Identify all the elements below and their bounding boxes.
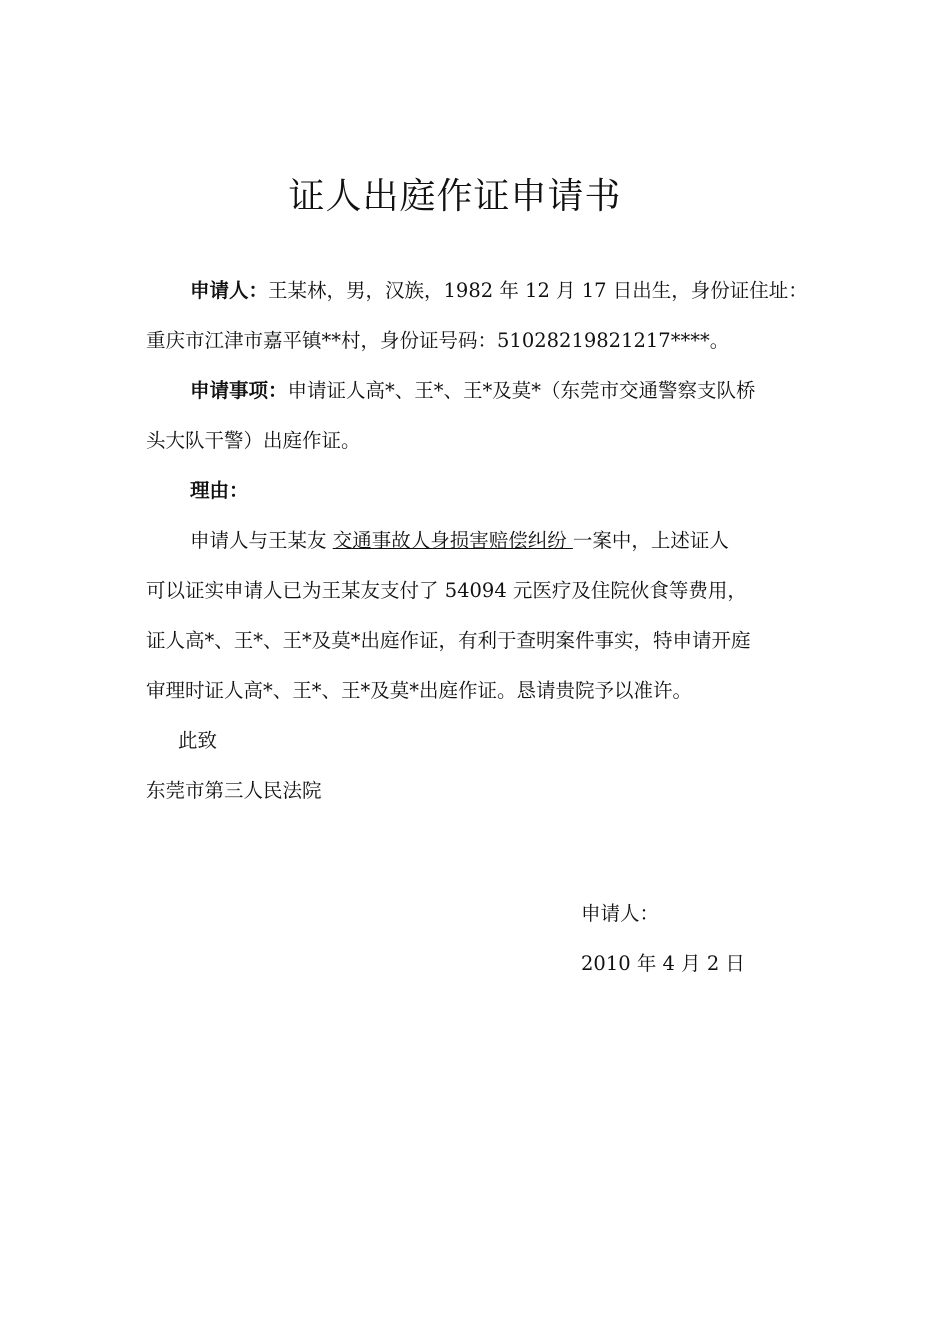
applicant-label: 申请人： bbox=[190, 279, 269, 302]
applicant-info: 王某林，男，汉族，1982 年 12 月 17 日出生，身份证住址： bbox=[268, 279, 808, 302]
case-name: 交通事故人身损害赔偿纠纷 bbox=[332, 529, 573, 552]
reason-text-pre: 申请人与王某友 bbox=[190, 529, 333, 552]
reason-paragraph-line-1 bbox=[190, 527, 729, 555]
matter-label: 申请事项： bbox=[190, 379, 288, 402]
reason-paragraph-line-4: 审理时证人高*、王*、王*及莫*出庭作证。恳请贵院予以准许。 bbox=[146, 679, 693, 702]
applicant-paragraph-line-1 bbox=[190, 277, 808, 305]
document-title: 证人出庭作证申请书 bbox=[288, 176, 622, 217]
matter-paragraph-line-2: 头大队干警）出庭作证。 bbox=[146, 429, 361, 452]
matter-paragraph-line-1 bbox=[190, 377, 756, 405]
signature-label: 申请人： bbox=[581, 902, 660, 925]
applicant-paragraph-line-2: 重庆市江津市嘉平镇**村，身份证号码：51028219821217****。 bbox=[146, 329, 730, 352]
closing-salutation: 此致 bbox=[178, 729, 218, 752]
court-name: 东莞市第三人民法院 bbox=[146, 779, 322, 802]
reason-text-post: 一案中，上述证人 bbox=[572, 529, 729, 552]
matter-text: 申请证人高*、王*、王*及莫*（东莞市交通警察支队桥 bbox=[287, 379, 756, 402]
signature-date: 2010 年 4 月 2 日 bbox=[581, 952, 745, 975]
reason-paragraph-line-3: 证人高*、王*、王*及莫*出庭作证，有利于查明案件事实，特申请开庭 bbox=[146, 629, 751, 652]
reason-paragraph-line-2: 可以证实申请人已为王某友支付了 54094 元医疗及住院伙食等费用， bbox=[146, 579, 747, 602]
reason-label: 理由： bbox=[190, 479, 249, 502]
